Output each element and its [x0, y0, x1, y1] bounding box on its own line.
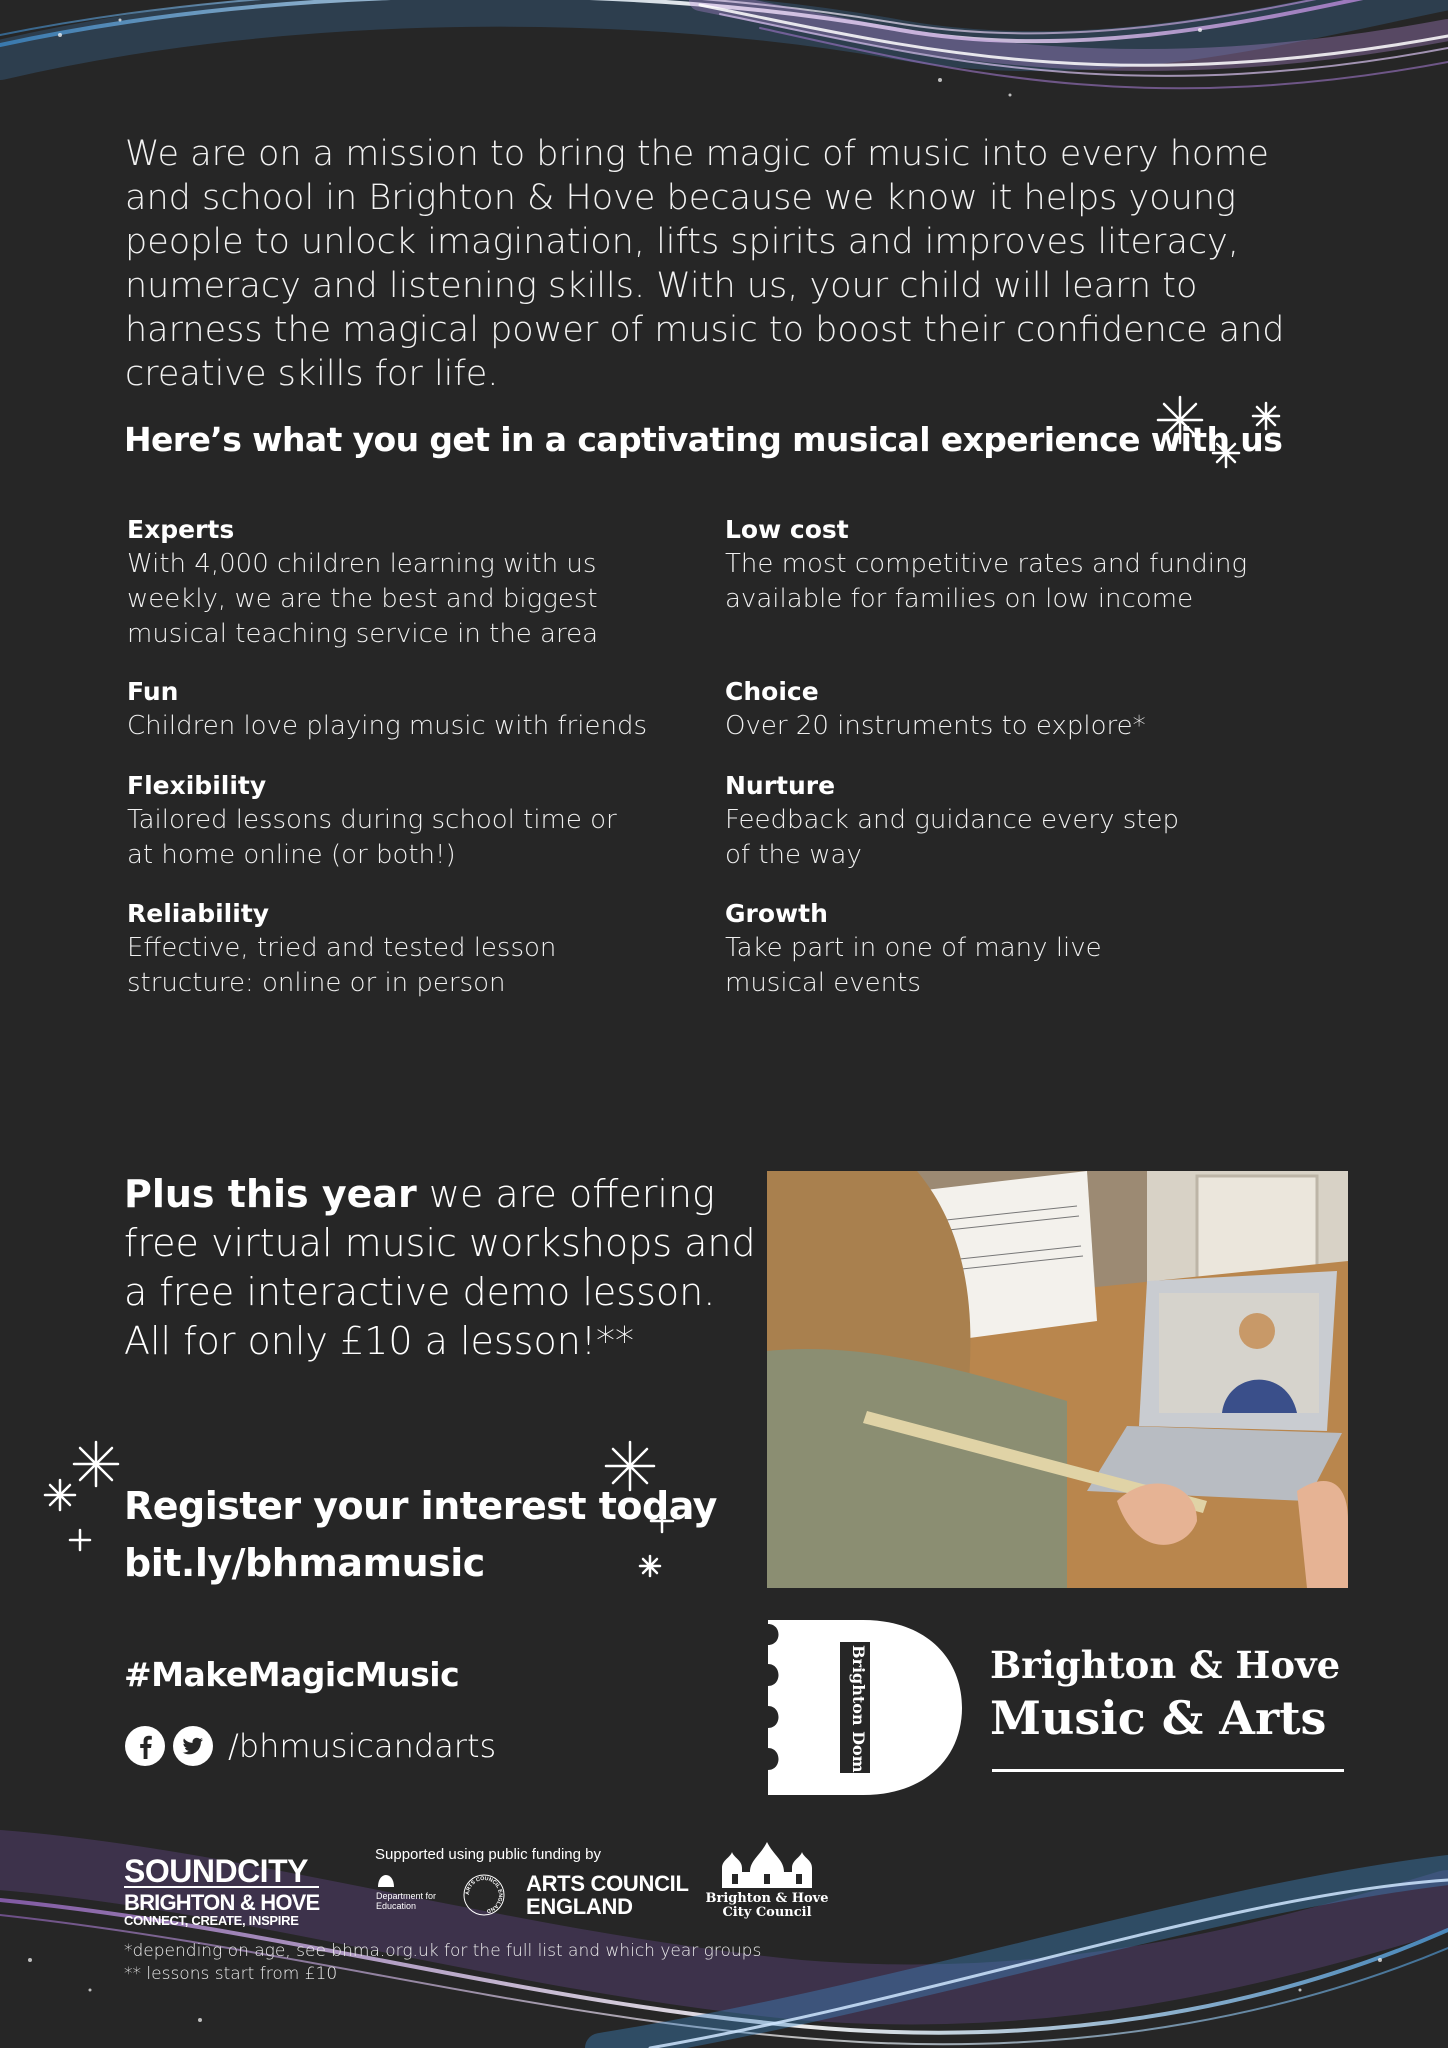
feature-text: The most competitive rates and funding available for families on low income	[725, 549, 1248, 614]
footnote-2: ** lessons start from £10	[124, 1964, 338, 1984]
register-block	[124, 1478, 717, 1592]
feature-title: Reliability	[127, 899, 270, 928]
org-line1: Brighton & Hove	[990, 1643, 1341, 1687]
feature-title: Choice	[725, 677, 819, 706]
feature-growth	[725, 897, 1155, 1001]
soundcity-place: BRIGHTON & HOVE	[124, 1890, 320, 1915]
footnotes	[124, 1940, 761, 1986]
register-cta: Register your interest today	[124, 1484, 717, 1528]
twitter-icon[interactable]	[172, 1725, 214, 1767]
soundcity-logo	[124, 1853, 320, 1928]
feature-title: Nurture	[725, 771, 836, 800]
feature-text: Effective, tried and tested lesson structure: online or in person	[127, 933, 557, 998]
feature-low-cost	[725, 513, 1285, 617]
dome-text: Brighton Dome	[849, 1645, 868, 1783]
org-line2: Music & Arts	[990, 1691, 1327, 1745]
feature-text: Over 20 instruments to explore*	[725, 711, 1146, 741]
feature-nurture	[725, 769, 1195, 873]
feature-title: Flexibility	[127, 771, 267, 800]
feature-reliability	[127, 897, 687, 1001]
council-line2: City Council	[722, 1905, 812, 1920]
feature-title: Experts	[127, 515, 235, 544]
pavilion-icon	[712, 1838, 822, 1888]
feature-text: With 4,000 children learning with us weekly, we are the best and biggest musical teaching service in the area	[127, 549, 599, 649]
feature-title: Low cost	[725, 515, 849, 544]
offer-text	[124, 1170, 764, 1366]
ace-line1: ARTS COUNCIL	[526, 1871, 689, 1896]
feature-title: Growth	[725, 899, 828, 928]
svg-text:ARTS COUNCIL ENGLAND	[465, 1876, 503, 1914]
arts-council-logo	[526, 1872, 689, 1918]
crest-icon	[376, 1873, 396, 1889]
feature-text: Feedback and guidance every step of the way	[725, 805, 1179, 870]
feature-experts	[127, 513, 687, 652]
feature-title: Fun	[127, 677, 179, 706]
feature-choice	[725, 675, 1285, 744]
facebook-icon[interactable]	[124, 1725, 166, 1767]
supported-text: Supported using public funding by	[375, 1846, 601, 1863]
arts-council-ring-icon	[462, 1873, 506, 1917]
dfe-text: Department for Education	[376, 1891, 437, 1911]
feature-flexibility	[127, 769, 627, 873]
intro-paragraph: We are on a mission to bring the magic of music into every home and school in Brighton & Hove because we know it helps young people to unlock imagination, lifts spirits and improves literacy, numeracy and listening skills. With us, your child will learn to harness the magical power of music to boost their confidence and creative skills for life.	[125, 134, 1285, 394]
org-underline	[992, 1769, 1344, 1772]
brighton-dome-logo	[768, 1620, 962, 1795]
council-line1: Brighton & Hove	[705, 1891, 829, 1906]
feature-text: Children love playing music with friends	[127, 711, 647, 741]
social-links	[124, 1724, 496, 1768]
offer-bold: Plus this year	[124, 1172, 417, 1216]
benefits-heading: Here’s what you get in a captivating musical experience with us	[124, 420, 1283, 459]
hashtag: #MakeMagicMusic	[124, 1655, 460, 1694]
org-name	[990, 1640, 1340, 1746]
ace-line2: ENGLAND	[526, 1894, 633, 1919]
offer-rest: we are offering free virtual music workshops and a free interactive demo lesson. All for only £10 a lesson!**	[124, 1172, 756, 1363]
top-wave	[0, 0, 1448, 88]
register-link[interactable]: bit.ly/bhmamusic	[124, 1541, 485, 1585]
dfe-logo	[376, 1873, 446, 1917]
soundcity-tagline: CONNECT, CREATE, INSPIRE	[124, 1913, 299, 1928]
feature-fun	[127, 675, 687, 744]
flute-lesson-photo	[767, 1171, 1348, 1588]
ace-ring-text: ARTS COUNCIL ENGLAND	[464, 1875, 504, 1914]
footnote-1: *depending on age, see bhma.org.uk for the full list and which year groups	[124, 1941, 762, 1961]
feature-text: Take part in one of many live musical events	[725, 933, 1102, 998]
city-council-logo	[702, 1838, 832, 1920]
feature-text: Tailored lessons during school time or at home online (or both!)	[127, 805, 617, 870]
social-handle[interactable]: /bhmusicandarts	[228, 1727, 497, 1765]
soundcity-title: SOUNDCITY	[124, 1856, 319, 1888]
